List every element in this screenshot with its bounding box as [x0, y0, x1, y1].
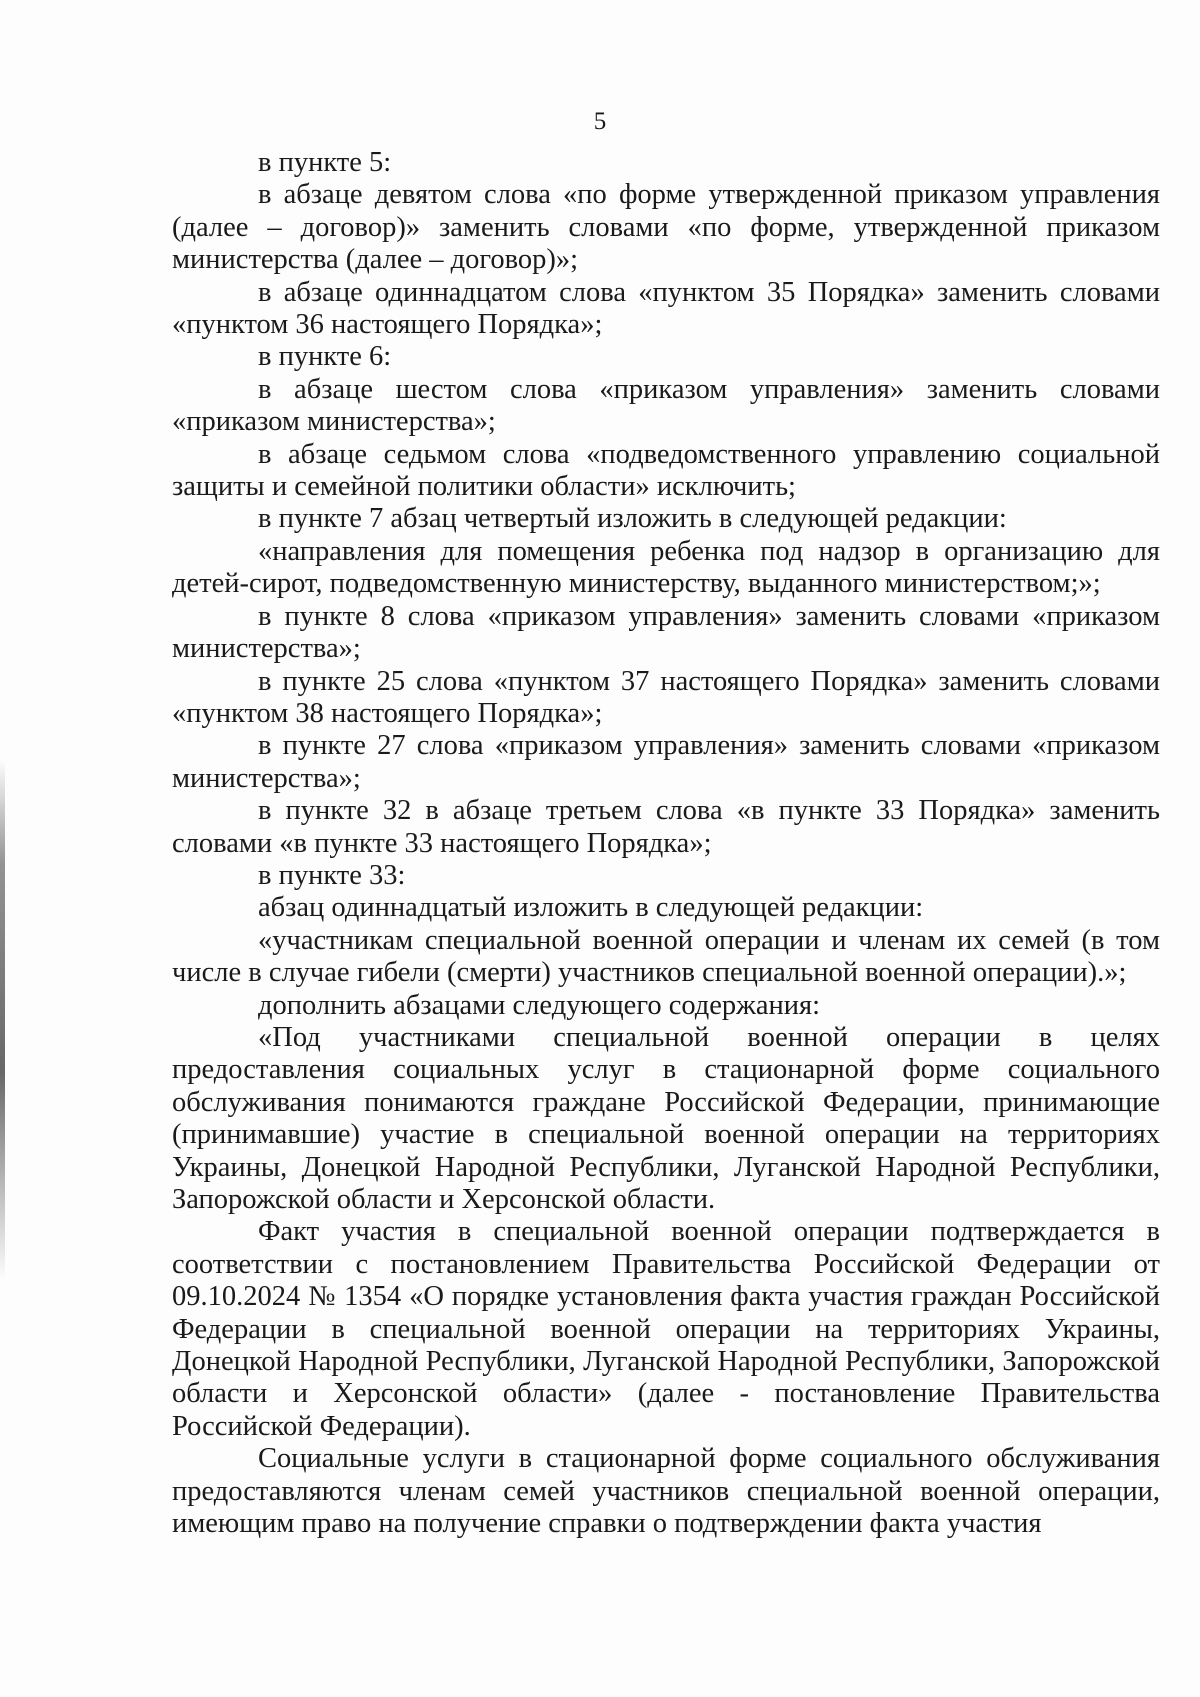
paragraph: в абзаце одиннадцатом слова «пунктом 35 Порядка» заменить словами «пунктом 36 настоящего Порядка»;: [172, 276, 1160, 341]
paragraph: в пункте 33:: [258, 859, 406, 891]
paragraph: абзац одиннадцатый изложить в следующей редакции:: [258, 892, 924, 924]
paragraph: в пункте 25 слова «пунктом 37 настоящего Порядка» заменить словами «пунктом 38 настоящего Порядка»;: [172, 665, 1160, 729]
paragraph: «участникам специальной военной операции и членам их семей (в том числе в случае гибели (смерти) участников специальной военной операции).»;: [172, 924, 1160, 989]
paragraph: Социальные услуги в стационарной форме социального обслуживания предоставляются членам семей участников специальной военной операции, имеющим право на получение справки о подтверждении факта участия: [172, 1443, 1160, 1540]
paragraph: в пункте 6:: [258, 341, 392, 373]
scan-edge-shadow: [0, 760, 5, 1280]
paragraph: дополнить абзацами следующего содержания:: [258, 989, 821, 1021]
document-body: [172, 147, 1160, 1540]
paragraph: в пункте 8 слова «приказом управления» заменить словами «приказом министерства»;: [172, 600, 1160, 665]
paragraph: в пункте 27 слова «приказом управления» заменить словами «приказом министерства»;: [172, 730, 1160, 794]
paragraph: в пункте 32 в абзаце третьем слова «в пункте 33 Порядка» заменить словами «в пункте 33 настоящего Порядка»;: [172, 795, 1160, 859]
paragraph: Факт участия в специальной военной операции подтверждается в соответствии с постановлением Правительства Российской Федерации от 09.10.2024 № 1354 «О порядке установления факта участия граждан Российской Федерации в специальной военной операции на территориях Украины, Донецкой Народной Республики, Луганской Народной Республики, Запорожской области и Херсонской области» (далее - постановление Правительства Российской Федерации).: [172, 1216, 1160, 1442]
paragraph: в пункте 7 абзац четвертый изложить в следующей редакции:: [258, 503, 1007, 535]
page-number: 5: [593, 108, 607, 135]
paragraph: в абзаце шестом слова «приказом управления» заменить словами «приказом министерства»;: [172, 373, 1160, 438]
paragraph: в пункте 5:: [258, 147, 392, 178]
paragraph: в абзаце седьмом слова «подведомственного управлению социальной защиты и семейной политики области» исключить;: [172, 438, 1160, 503]
paragraph: «Под участниками специальной военной операции в целях предоставления социальных услуг в стационарной форме социального обслуживания понимаются граждане Российской Федерации, принимающие (принимавшие) участие в специальной военной операции на территориях Украины, Донецкой Народной Республики, Луганской Народной Республики, Запорожской области и Херсонской области.: [172, 1021, 1160, 1215]
paragraph: «направления для помещения ребенка под надзор в организацию для детей-сирот, подведомственную министерству, выданного министерством;»;: [172, 535, 1160, 600]
paragraph: в абзаце девятом слова «по форме утвержденной приказом управления (далее – договор)» заменить словами «по форме, утвержденной приказом министерства (далее – договор)»;: [172, 179, 1160, 276]
